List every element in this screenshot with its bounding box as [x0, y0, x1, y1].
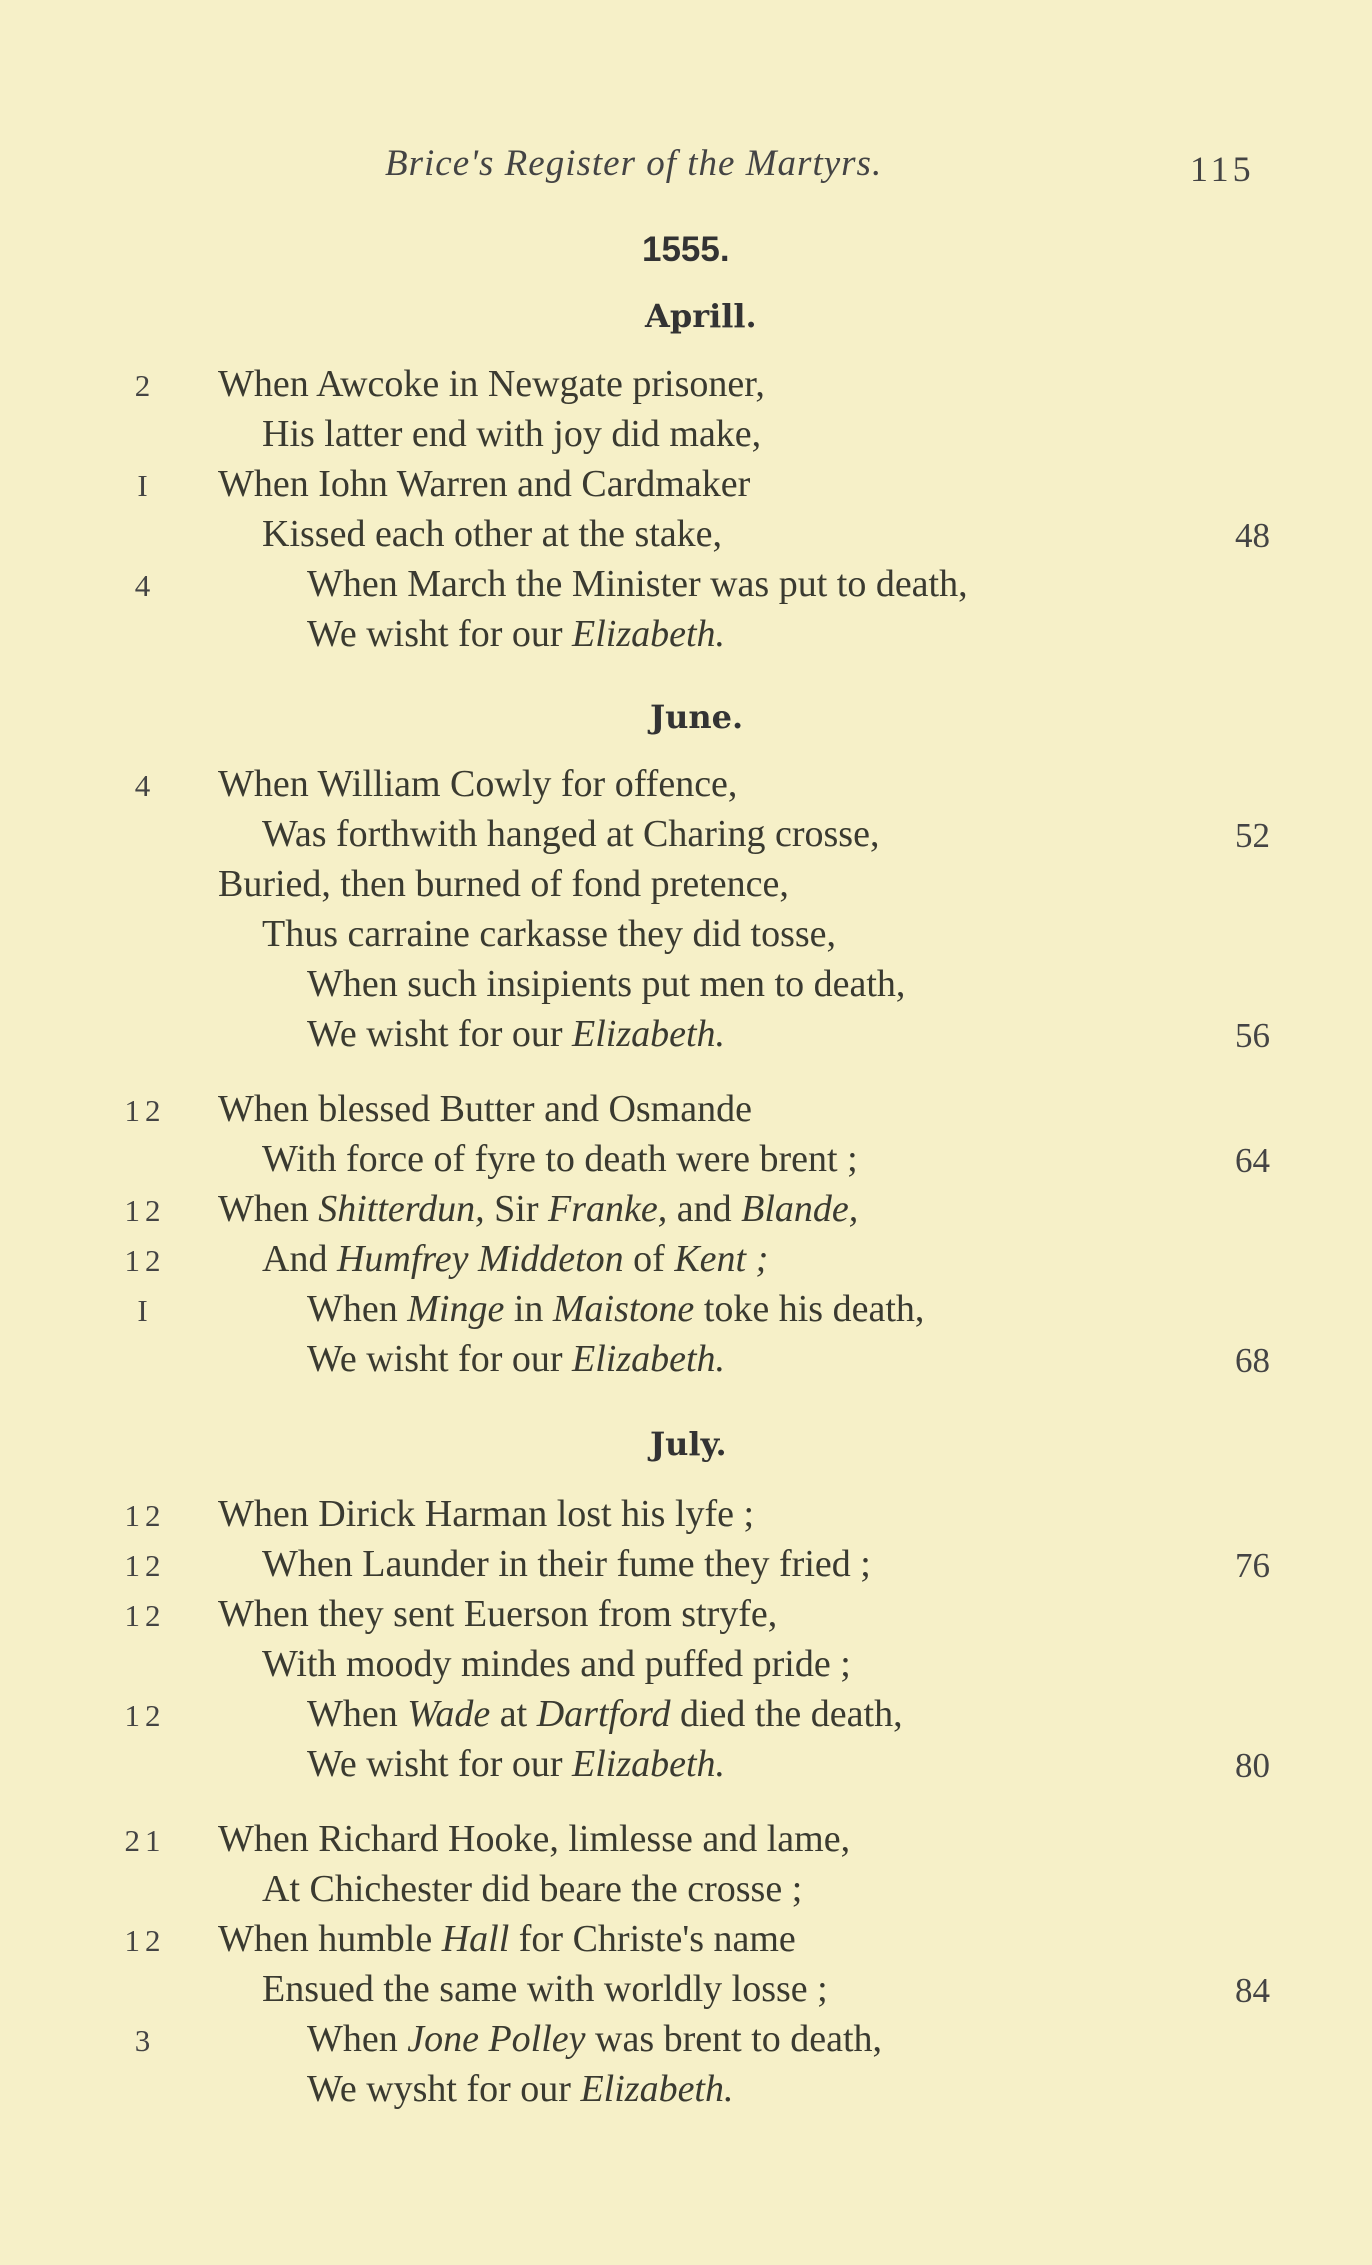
verse-line	[0, 1087, 1372, 1137]
day-number: 12	[124, 1598, 166, 1633]
margin-reference: 68	[1235, 1341, 1270, 1380]
verse-segment: When Richard Hooke, limlesse and lame,	[218, 1818, 851, 1860]
verse-text	[307, 612, 725, 656]
verse-segment: We wisht for our	[307, 1013, 572, 1055]
verse-segment: toke his death,	[694, 1288, 925, 1330]
margin-reference: 64	[1235, 1141, 1270, 1180]
italic-name: Shitterdun,	[318, 1188, 485, 1230]
italic-name: Blande,	[741, 1188, 859, 1230]
verse-segment: We wisht for our	[307, 1743, 572, 1785]
italic-name: Jone Polley	[407, 2018, 586, 2060]
verse-text	[218, 762, 737, 806]
verse-text	[218, 1917, 796, 1961]
verse-segment: of	[623, 1238, 675, 1280]
verse-line	[0, 462, 1372, 512]
verse-line	[0, 512, 1372, 562]
verse-segment: When they sent Euerson from stryfe,	[218, 1593, 778, 1635]
verse-text	[262, 1237, 768, 1281]
italic-name: Kent ;	[674, 1238, 769, 1280]
day-number: 21	[124, 1823, 166, 1858]
italic-name: Elizabeth.	[572, 1338, 726, 1380]
verse-text	[262, 512, 722, 556]
verse-text	[307, 1692, 903, 1736]
margin-reference: 80	[1235, 1746, 1270, 1785]
verse-segment: With force of fyre to death were brent ;	[262, 1138, 858, 1180]
month-heading-april: Aprill.	[645, 297, 757, 335]
verse-segment: Was forthwith hanged at Charing crosse,	[262, 813, 880, 855]
verse-line	[0, 812, 1372, 862]
verse-segment: When	[307, 1288, 408, 1330]
verse-line	[0, 612, 1372, 662]
verse-text	[218, 462, 750, 506]
verse-segment: for Christe's name	[509, 1918, 796, 1960]
verse-segment: At Chichester did beare the crosse ;	[262, 1868, 803, 1910]
day-number: 12	[124, 1698, 166, 1733]
verse-segment: When such insipients put men to death,	[307, 963, 906, 1005]
verse-line	[0, 1137, 1372, 1187]
verse-line	[0, 2017, 1372, 2067]
verse-text	[307, 1337, 725, 1381]
month-heading-july: July.	[650, 1425, 727, 1463]
verse-segment: died the death,	[670, 1693, 903, 1735]
day-number: 4	[134, 568, 156, 603]
margin-reference: 52	[1235, 816, 1270, 855]
verse-text	[307, 562, 968, 606]
verse-segment: When	[307, 2018, 408, 2060]
day-number: 12	[124, 1243, 166, 1278]
verse-text	[307, 1742, 725, 1786]
italic-name: Wade	[407, 1693, 491, 1735]
verse-text	[307, 1012, 725, 1056]
verse-line	[0, 912, 1372, 962]
italic-name: Elizabeth.	[572, 1743, 726, 1785]
italic-name: Dartford	[536, 1693, 671, 1735]
margin-reference: 84	[1235, 1971, 1270, 2010]
italic-name: Elizabeth.	[580, 2068, 734, 2110]
day-number: I	[137, 468, 153, 503]
verse-line	[0, 862, 1372, 912]
verse-text	[262, 1642, 851, 1686]
italic-name: Humfrey Middeton	[336, 1238, 624, 1280]
month-heading-june: June.	[650, 698, 744, 736]
day-number: 3	[134, 2023, 156, 2058]
verse-line	[0, 1917, 1372, 1967]
italic-name: Minge	[407, 1288, 505, 1330]
verse-line	[0, 1237, 1372, 1287]
verse-segment: at	[490, 1693, 537, 1735]
margin-reference: 56	[1235, 1016, 1270, 1055]
verse-text	[218, 862, 789, 906]
verse-segment: When William Cowly for offence,	[218, 763, 738, 805]
verse-segment: Buried, then burned of fond pretence,	[218, 863, 789, 905]
verse-text	[307, 962, 905, 1006]
verse-text	[262, 912, 836, 956]
verse-segment: We wisht for our	[307, 613, 572, 655]
verse-line	[0, 1187, 1372, 1237]
verse-line	[0, 362, 1372, 412]
verse-line	[0, 412, 1372, 462]
verse-line	[0, 1742, 1372, 1792]
verse-text	[218, 1592, 777, 1636]
verse-segment: Thus carraine carkasse they did tosse,	[262, 913, 837, 955]
day-number: 4	[134, 768, 156, 803]
verse-segment: We wisht for our	[307, 1338, 572, 1380]
verse-segment: We wysht for our	[307, 2068, 581, 2110]
verse-line	[0, 762, 1372, 812]
verse-text	[218, 1492, 754, 1536]
verse-line	[0, 1012, 1372, 1062]
verse-segment: When humble	[218, 1918, 442, 1960]
page-number: 115	[1190, 149, 1255, 189]
verse-line	[0, 1287, 1372, 1337]
day-number: 12	[124, 1923, 166, 1958]
verse-text	[262, 812, 879, 856]
verse-text	[218, 1817, 850, 1861]
verse-segment: was brent to death,	[585, 2018, 883, 2060]
verse-text	[307, 2017, 882, 2061]
verse-segment: Kissed each other at the stake,	[262, 513, 723, 555]
verse-line	[0, 2067, 1372, 2117]
verse-line	[0, 1542, 1372, 1592]
verse-text	[218, 1187, 858, 1231]
verse-line	[0, 1692, 1372, 1742]
day-number: 12	[124, 1193, 166, 1228]
verse-segment: When	[307, 1693, 408, 1735]
verse-segment: When Awcoke in Newgate prisoner,	[218, 363, 765, 405]
verse-segment: and	[667, 1188, 742, 1230]
verse-line	[0, 1592, 1372, 1642]
verse-segment: With moody mindes and puffed pride ;	[262, 1643, 851, 1685]
verse-line	[0, 1867, 1372, 1917]
verse-segment: When Launder in their fume they fried ;	[262, 1543, 871, 1585]
verse-segment: When Iohn Warren and Cardmaker	[218, 463, 751, 505]
day-number: 12	[124, 1498, 166, 1533]
verse-segment: in	[504, 1288, 553, 1330]
verse-text	[218, 362, 765, 406]
verse-line	[0, 1817, 1372, 1867]
verse-segment: When March the Minister was put to death,	[307, 563, 968, 605]
italic-name: Maistone	[552, 1288, 695, 1330]
italic-name: Franke,	[548, 1188, 668, 1230]
verse-line	[0, 962, 1372, 1012]
verse-line	[0, 1642, 1372, 1692]
verse-text	[262, 1967, 828, 2011]
verse-segment: Ensued the same with worldly losse ;	[262, 1968, 828, 2010]
verse-text	[262, 1542, 871, 1586]
italic-name: Hall	[441, 1918, 510, 1960]
italic-name: Elizabeth.	[572, 613, 726, 655]
verse-text	[262, 1867, 802, 1911]
running-title: Brice's Register of the Martyrs.	[385, 143, 883, 184]
verse-line	[0, 1967, 1372, 2017]
verse-segment: Sir	[484, 1188, 549, 1230]
day-number: I	[137, 1293, 153, 1328]
margin-reference: 76	[1235, 1546, 1270, 1585]
verse-line	[0, 1337, 1372, 1387]
verse-text	[218, 1087, 752, 1131]
verse-segment: When Dirick Harman lost his lyfe ;	[218, 1493, 755, 1535]
verse-text	[262, 412, 761, 456]
day-number: 2	[134, 368, 156, 403]
verse-text	[307, 1287, 924, 1331]
italic-name: Elizabeth.	[572, 1013, 726, 1055]
verse-text	[307, 2067, 734, 2111]
day-number: 12	[124, 1093, 166, 1128]
year-heading: 1555.	[642, 230, 730, 269]
verse-segment: When	[218, 1188, 319, 1230]
day-number: 12	[124, 1548, 166, 1583]
verse-line	[0, 1492, 1372, 1542]
verse-segment: And	[262, 1238, 337, 1280]
verse-line	[0, 562, 1372, 612]
verse-text	[262, 1137, 858, 1181]
verse-segment: When blessed Butter and Osmande	[218, 1088, 752, 1130]
margin-reference: 48	[1235, 516, 1270, 555]
verse-segment: His latter end with joy did make,	[262, 413, 762, 455]
